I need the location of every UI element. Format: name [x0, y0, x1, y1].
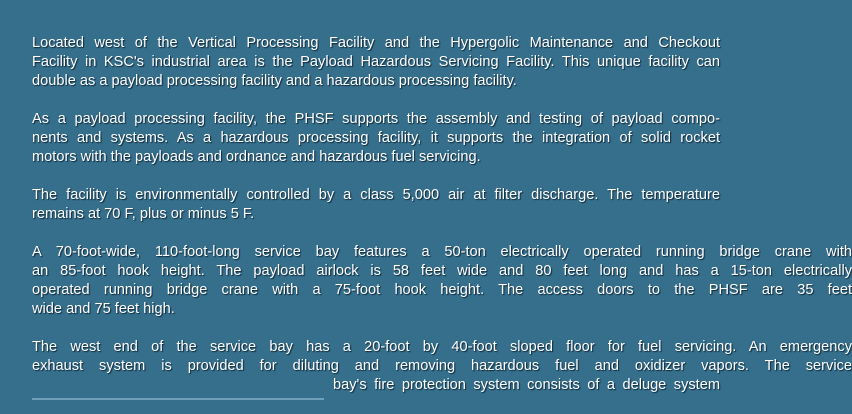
- text-line: The facility is environmentally controlled by a class 5,000 air at filter discharge. The temperature: [32, 187, 720, 203]
- text-line: double as a payload processing facility and a hazardous processing facility.: [32, 73, 517, 89]
- article-body: [32, 34, 852, 414]
- text-line: bay's fire protection system consists of a deluge system: [333, 377, 720, 393]
- paragraph-location: [32, 34, 720, 91]
- image-placeholder-edge: [32, 398, 324, 400]
- text-line: A 70-foot-wide, 110-foot-long service bay features a 50-ton electrically operated running bridge crane with: [32, 244, 852, 260]
- paragraph-fuel-servicing: [32, 338, 852, 395]
- text-line: Facility in KSC's industrial area is the Payload Hazardous Servicing Facility. This unique facility can: [32, 54, 720, 70]
- paragraph-service-bay: [32, 243, 852, 319]
- paragraph-processing: [32, 110, 720, 167]
- text-line: motors with the payloads and ordnance and hazardous fuel servicing.: [32, 149, 481, 165]
- text-line: an 85-foot hook height. The payload airlock is 58 feet wide and 80 feet long and has a 15-ton electrically: [32, 263, 852, 279]
- text-line: exhaust system is provided for diluting and removing hazardous fuel and oxidizer vapors. The service: [32, 358, 852, 374]
- text-line: As a payload processing facility, the PHSF supports the assembly and testing of payload compo-: [32, 111, 720, 127]
- text-line: The west end of the service bay has a 20-foot by 40-foot sloped floor for fuel servicing. An emergency: [32, 339, 852, 355]
- paragraph-environment: [32, 186, 720, 224]
- text-line: wide and 75 feet high.: [32, 301, 175, 317]
- text-line: nents and systems. As a hazardous processing facility, it supports the integration of solid rocket: [32, 130, 720, 146]
- text-line: Located west of the Vertical Processing Facility and the Hypergolic Maintenance and Checkout: [32, 35, 720, 51]
- text-line: remains at 70 F, plus or minus 5 F.: [32, 206, 255, 222]
- text-line: operated running bridge crane with a 75-foot hook height. The access doors to the PHSF are 35 feet: [32, 282, 852, 298]
